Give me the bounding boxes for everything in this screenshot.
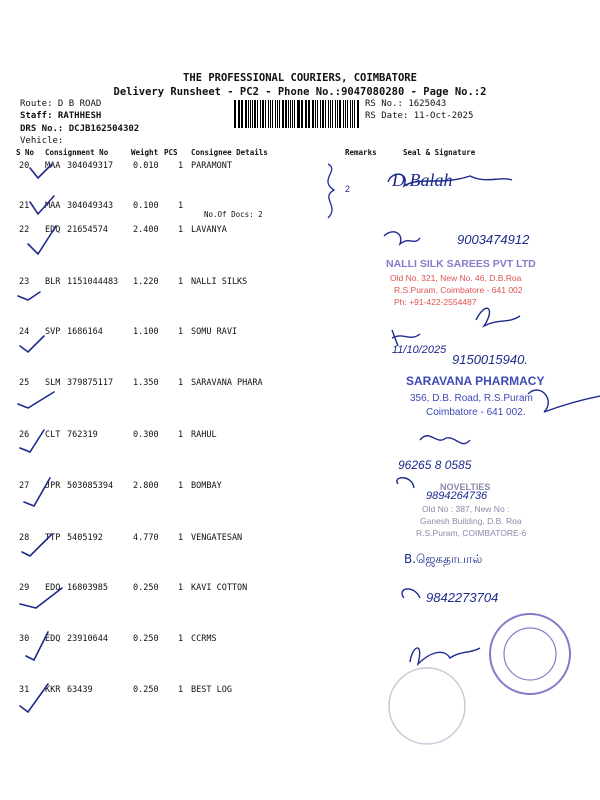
row-weight: 2.800 — [133, 481, 159, 491]
row-consignment-no: 1151044483 — [67, 277, 119, 287]
row-origin-code: MAA — [45, 201, 61, 211]
row-sno: 23 — [19, 277, 30, 287]
row-pcs: 1 — [178, 225, 184, 235]
stamp-bombay-line4: R.S.Puram, COIMBATORE-6 — [416, 528, 527, 538]
row-consignment-no: 21654574 — [67, 225, 108, 235]
tick-mark — [26, 632, 48, 660]
row-pcs: 1 — [178, 634, 184, 644]
row-weight: 0.250 — [133, 583, 159, 593]
route: Route: D B ROAD — [20, 99, 102, 109]
tick-mark — [24, 478, 50, 506]
row-origin-code: EDQ — [45, 583, 61, 593]
row-weight: 0.010 — [133, 161, 159, 171]
row-consignee: BOMBAY — [191, 481, 222, 491]
row-consignment-no: 16803985 — [67, 583, 108, 593]
no-of-docs: No.Of Docs: 2 — [204, 210, 263, 219]
tick-mark — [30, 196, 54, 214]
col-weight: Weight — [131, 148, 159, 157]
row-weight: 0.300 — [133, 430, 159, 440]
row-consignment-no: 762319 — [67, 430, 98, 440]
row-sno: 24 — [19, 327, 30, 337]
rs-date: RS Date: 11-Oct-2025 — [365, 111, 474, 121]
tick-mark — [18, 392, 54, 408]
row-consignment-no: 379875117 — [67, 378, 114, 388]
stamp-nalli-line2: Old No. 321, New No. 46, D.B.Roa — [390, 273, 522, 283]
signature-scribble — [420, 436, 470, 444]
row-weight: 0.250 — [133, 634, 159, 644]
tick-marks — [18, 164, 62, 712]
round-stamp — [490, 614, 570, 694]
tick-mark — [22, 534, 52, 556]
tick-mark — [20, 588, 62, 608]
signature-scribble — [528, 390, 600, 412]
tick-mark — [20, 684, 48, 712]
staff: Staff: RATHHESH — [20, 111, 102, 121]
row-weight: 1.350 — [133, 378, 159, 388]
row-weight: 4.770 — [133, 533, 159, 543]
signature-scribble — [410, 648, 480, 664]
row-origin-code: KKR — [45, 685, 61, 695]
row-pcs: 1 — [178, 327, 184, 337]
row-weight: 2.400 — [133, 225, 159, 235]
row-pcs: 1 — [178, 533, 184, 543]
row-sno: 20 — [19, 161, 30, 171]
row-sno: 27 — [19, 481, 30, 491]
row-origin-code: EDQ — [45, 634, 61, 644]
row-sno: 29 — [19, 583, 30, 593]
row-origin-code: CLT — [45, 430, 61, 440]
row-consignment-no: 304049317 — [67, 161, 114, 171]
row-pcs: 1 — [178, 583, 184, 593]
stamp-bombay-line2: Old No : 387, New No : — [422, 504, 510, 514]
row-origin-code: BLR — [45, 277, 61, 287]
row-origin-code: SLM — [45, 378, 61, 388]
stamp-saravana-line2: 356, D.B. Road, R.S.Puram — [410, 393, 533, 404]
row-sno: 28 — [19, 533, 30, 543]
row-consignment-no: 5405192 — [67, 533, 103, 543]
row-sno: 22 — [19, 225, 30, 235]
row-consignee: CCRMS — [191, 634, 217, 644]
row-origin-code: EDQ — [45, 225, 61, 235]
vehicle: Vehicle: — [20, 136, 64, 146]
col-remarks: Remarks — [345, 148, 377, 157]
phone-row-22: 9003474912 — [457, 232, 530, 247]
row-consignee: SARAVANA PHARA — [191, 378, 263, 388]
phone-row-26: 96265 8 0585 — [398, 458, 472, 472]
col-seal-signature: Seal & Signature — [403, 148, 476, 157]
row-sno: 21 — [19, 201, 30, 211]
row-consignment-no: 23910644 — [67, 634, 108, 644]
bracket-count: 2 — [345, 184, 351, 194]
phone-row-27: 9894264736 — [426, 490, 488, 502]
row-consignee: NALLI SILKS — [191, 277, 248, 287]
drs-number: DRS No.: DCJB162504302 — [20, 124, 140, 134]
signature-scribble — [384, 232, 420, 244]
tick-mark — [28, 226, 56, 254]
row-pcs: 1 — [178, 430, 184, 440]
round-stamp — [389, 668, 465, 744]
row-pcs: 1 — [178, 201, 184, 211]
row-weight: 1.220 — [133, 277, 159, 287]
tick-mark — [30, 164, 52, 178]
tick-mark — [18, 292, 40, 300]
row-pcs: 1 — [178, 277, 184, 287]
row-origin-code: JPR — [45, 481, 61, 491]
row-consignee: VENGATESAN — [191, 533, 243, 543]
tamil-signature-row-28: B.ஜெகதாபால் — [404, 552, 483, 566]
col-sno: S No — [16, 148, 35, 157]
signature-scribble — [476, 308, 520, 326]
col-pcs: PCS — [164, 148, 178, 157]
date-row-24: 11/10/2025 — [392, 344, 447, 356]
row-consignment-no: 63439 — [67, 685, 93, 695]
row-sno: 30 — [19, 634, 30, 644]
phone-row-29: 9842273704 — [426, 590, 499, 605]
row-origin-code: TTP — [45, 533, 61, 543]
col-consignee: Consignee Details — [191, 148, 268, 157]
row-consignment-no: 1686164 — [67, 327, 103, 337]
row-weight: 0.100 — [133, 201, 159, 211]
row-pcs: 1 — [178, 378, 184, 388]
row-sno: 25 — [19, 378, 30, 388]
stamp-saravana-line3: Coimbatore - 641 002. — [426, 407, 526, 418]
signature-scribble — [397, 478, 414, 488]
signature-scribble — [402, 589, 420, 598]
row-sno: 31 — [19, 685, 30, 695]
stamp-bombay-line1: NOVELTIES — [440, 482, 491, 492]
row-origin-code: MAA — [45, 161, 61, 171]
row-pcs: 1 — [178, 161, 184, 171]
tick-mark — [20, 430, 44, 452]
row-weight: 0.250 — [133, 685, 159, 695]
row-pcs: 1 — [178, 481, 184, 491]
row-consignee: RAHUL — [191, 430, 217, 440]
row-consignment-no: 503085394 — [67, 481, 114, 491]
rs-number: RS No.: 1625043 — [365, 99, 447, 109]
stamp-bombay-line3: Ganesh Building, D.B. Roa — [420, 516, 522, 526]
page-title: THE PROFESSIONAL COURIERS, COIMBATORE — [183, 72, 417, 84]
stamp-nalli-line4: Ph: +91-422-2554487 — [394, 297, 477, 307]
row-sno: 26 — [19, 430, 30, 440]
row-consignee: SOMU RAVI — [191, 327, 238, 337]
row-pcs: 1 — [178, 685, 184, 695]
row-origin-code: SVP — [45, 327, 61, 337]
row-consignee: KAVI COTTON — [191, 583, 248, 593]
row-weight: 1.100 — [133, 327, 159, 337]
page-subtitle: Delivery Runsheet - PC2 - Phone No.:9047080280 - Page No.:2 — [113, 86, 487, 98]
tick-mark — [20, 336, 44, 352]
stamp-nalli-line3: R.S.Puram, Coimbatore - 641 002 — [394, 285, 523, 295]
signature-row-20: D.Balah — [392, 170, 453, 190]
col-consignment: Consignment No — [45, 148, 109, 157]
stamp-saravana-line1: SARAVANA PHARMACY — [406, 374, 545, 388]
row-consignment-no: 304049343 — [67, 201, 114, 211]
stamp-nalli-line1: NALLI SILK SAREES PVT LTD — [386, 258, 536, 270]
row-consignee: LAVANYA — [191, 225, 227, 235]
round-stamp-inner — [504, 628, 556, 680]
row-consignee: BEST LOG — [191, 685, 232, 695]
bracket-mark — [328, 164, 334, 218]
row-consignee: PARAMONT — [191, 161, 232, 171]
phone-row-24: 9150015940. — [452, 352, 528, 367]
